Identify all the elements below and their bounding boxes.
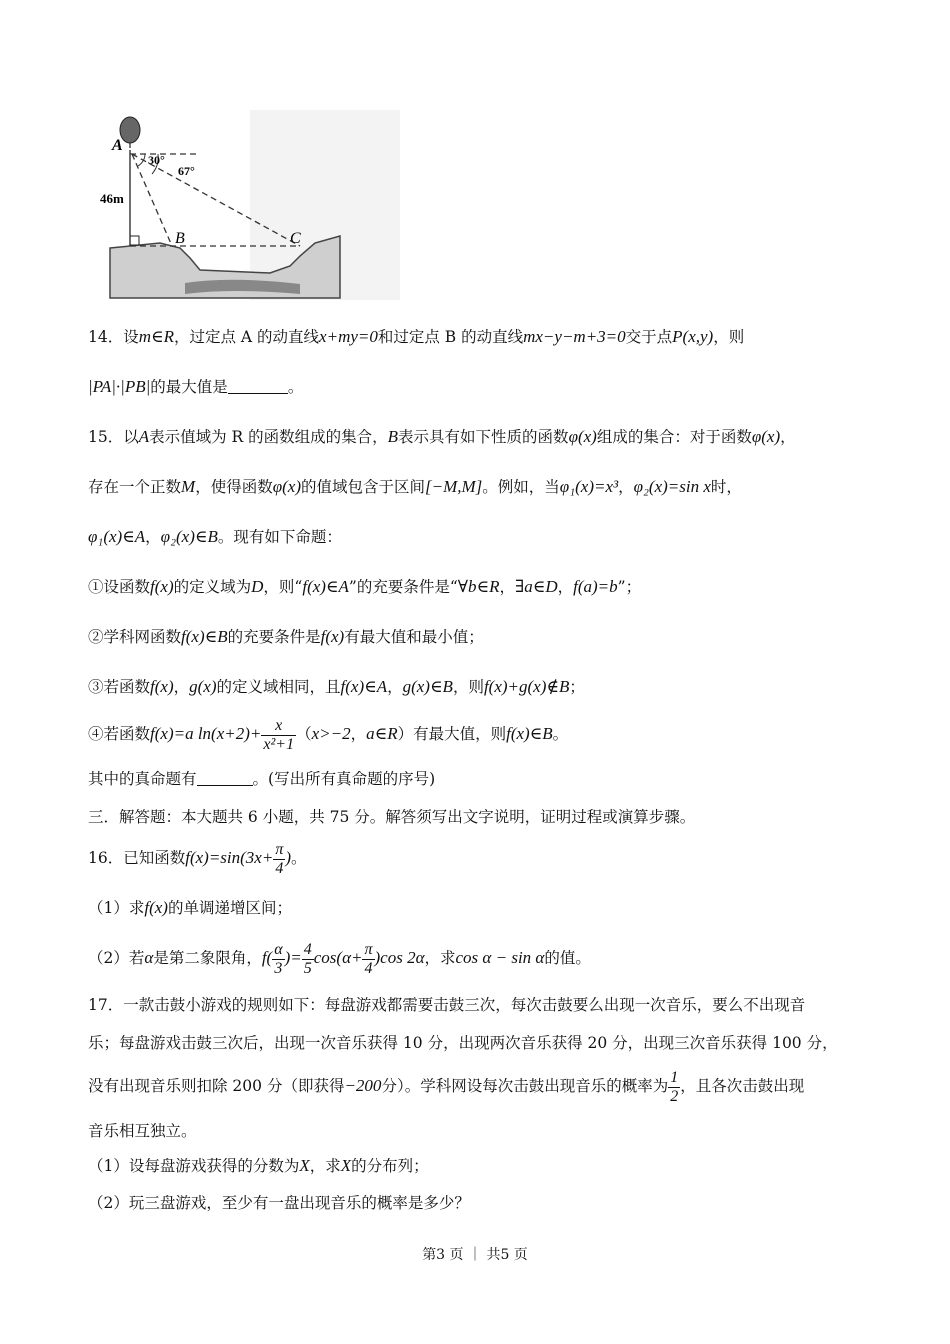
q15-line-3: φ₁(x)∈A，φ₂(x)∈B。现有如下命题： xyxy=(88,527,342,546)
label-c: C xyxy=(290,230,301,247)
height-label: 46m xyxy=(100,191,124,206)
fraction: $\frac{x}{\text{x²+1}}$ xyxy=(263,716,295,753)
q15-proposition-4: ④若函数f(x)=a ln(x+2)+ $\frac{x}{\text{x²+1}}$ （x>−2，a∈R）有最大值，则f(x)∈B。 xyxy=(88,716,569,753)
q15-proposition-1: ①设函数f(x)的定义域为D，则“f(x)∈A”的充要条件是“∀b∈R，∃a∈D，f(a)=b”； xyxy=(88,577,642,596)
balloon-icon xyxy=(120,117,140,143)
q15-proposition-3: ③若函数f(x)，g(x)的定义域相同，且f(x)∈A，g(x)∈B，则f(x)+g(x)∉B； xyxy=(88,677,585,696)
page-footer: 第3 页 ｜ 共5 页 xyxy=(422,1247,528,1263)
label-b: B xyxy=(175,230,185,247)
q17-line-3: 没有出现音乐则扣除 200 分（即获得−200分）。学科网设每次击鼓出现音乐的概率为 $\frac{1}{2}$ ，且各次击鼓出现 xyxy=(88,1068,805,1105)
label-a: A xyxy=(112,137,123,154)
q15-line-2: 存在一个正数M，使得函数φ(x)的值域包含于区间[−M,M]。例如，当φ₁(x)=x³，φ₂(x)=sin x时， xyxy=(88,477,742,496)
q17-line-2: 乐；每盘游戏击鼓三次后，出现一次音乐获得 10 分，出现两次音乐获得 20 分，出现三次音乐获得 100 分， xyxy=(88,1034,838,1052)
q16-part-1: （1）求f(x)的单调递增区间； xyxy=(88,898,292,917)
q17-part-2: （2）玩三盘游戏，至少有一盘出现音乐的概率是多少？ xyxy=(88,1194,470,1212)
q14-line-2: |PA|·|PB|的最大值是 。 xyxy=(88,377,304,396)
q17-part-1: （1）设每盘游戏获得的分数为X，求X的分布列； xyxy=(88,1156,429,1175)
answer-blank[interactable] xyxy=(228,377,288,394)
q15-line-1: 15．以A表示值域为 R 的函数组成的集合，B表示具有如下性质的函数φ(x)组成的集合：对于函数φ(x)， xyxy=(88,427,796,446)
q16-stem: 16．已知函数f(x)=sin(3x+ $\frac{\pi}{4}$ )。 xyxy=(88,840,307,877)
q17-line-4: 音乐相互独立。 xyxy=(88,1122,197,1140)
q15-answer-line: 其中的真命题有 。(写出所有真命题的序号) xyxy=(88,770,436,788)
q15-proposition-2: ②学科网函数f(x)∈B的充要条件是f(x)有最大值和最小值； xyxy=(88,627,484,646)
angle-30: 30° xyxy=(148,153,165,167)
q17-line-1: 17．一款击鼓小游戏的规则如下：每盘游戏都需要击鼓三次，每次击鼓要么出现一次音乐，要么不出现音 xyxy=(88,996,806,1014)
balloon-angle-figure xyxy=(100,108,400,308)
angle-67: 67° xyxy=(178,164,195,178)
q16-part-2: （2）若α是第二象限角，f( $\frac{\alpha}{3}$ )= $\frac{4}{5}$ cos(α+ $\frac{\pi}{4}$ )cos 2α，求cos α − sin α的值。 xyxy=(88,940,591,977)
answer-blank[interactable] xyxy=(197,769,253,786)
q14-line-1: 14．设m∈R，过定点 A 的动直线x+my=0和过定点 B 的动直线mx−y−m+3=0交于点P(x,y)，则 xyxy=(88,327,745,346)
section-3-heading: 三．解答题：本大题共 6 小题，共 75 分。解答须写出文字说明，证明过程或演算步骤。 xyxy=(88,808,696,826)
